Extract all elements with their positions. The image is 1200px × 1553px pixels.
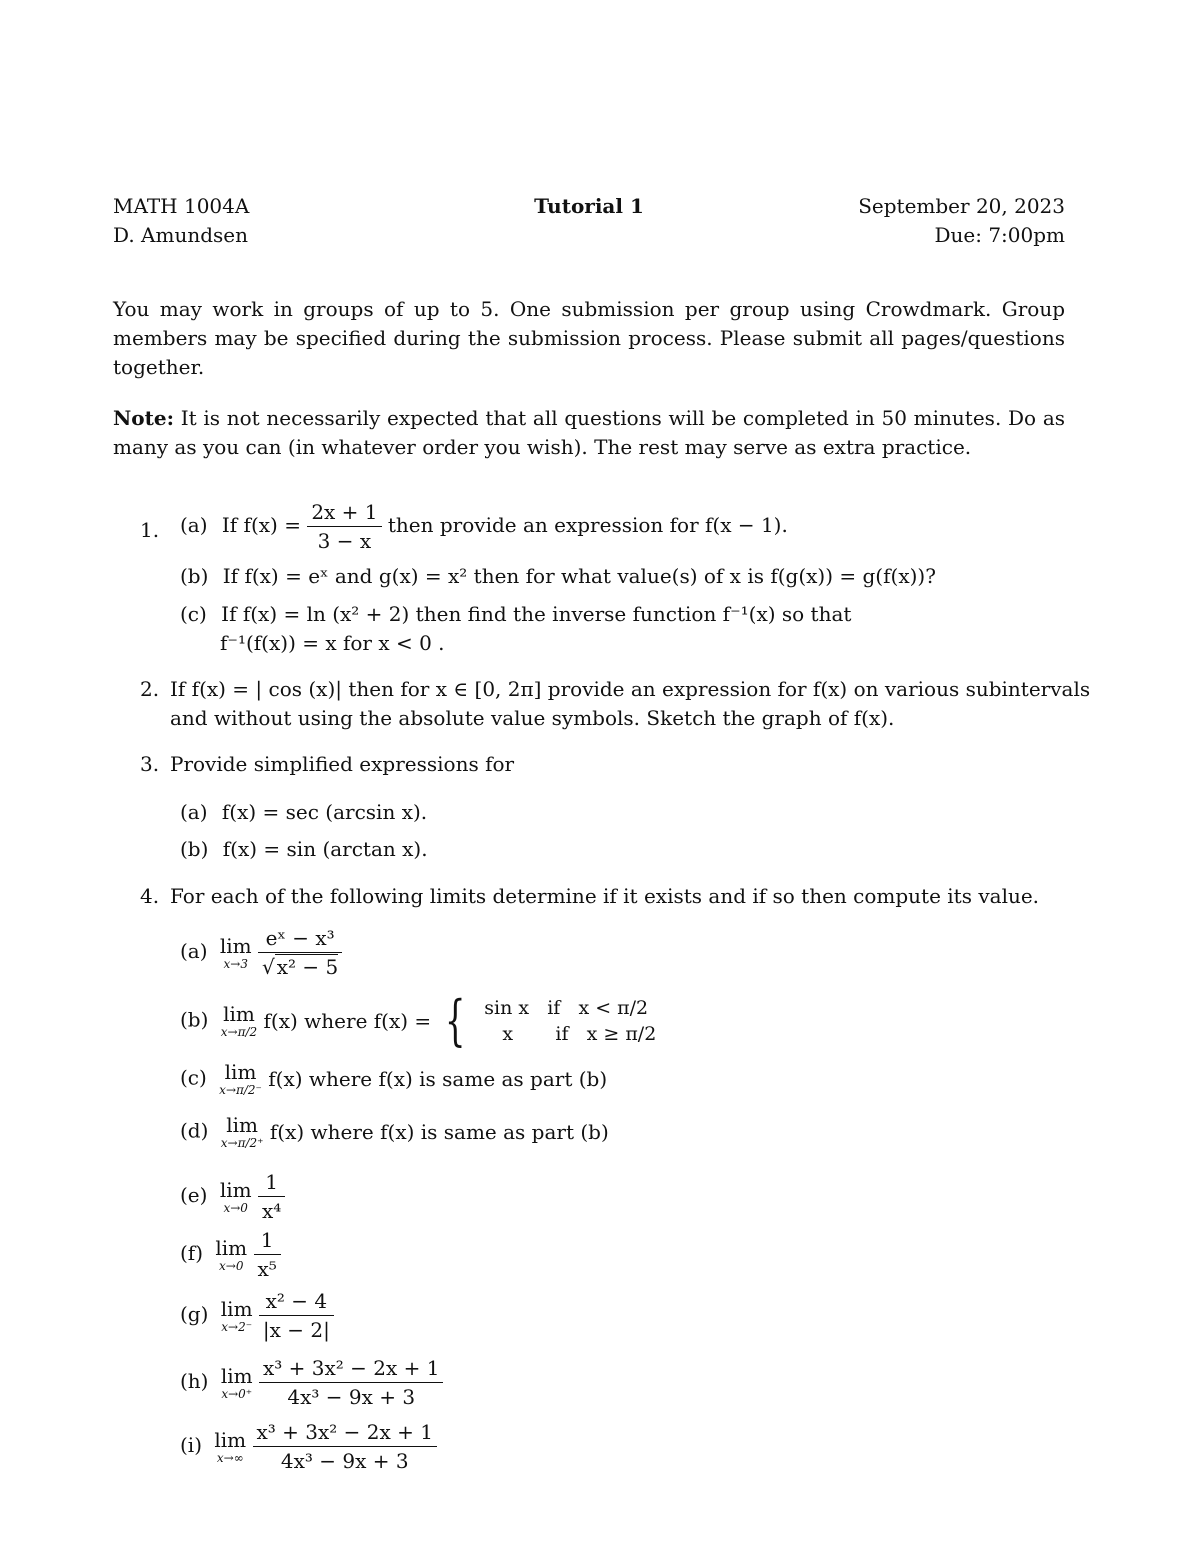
q1a-denominator: 3 − x [317, 529, 372, 553]
q4b-case-2-expr: x [502, 1023, 514, 1045]
q4g [180, 1289, 334, 1342]
q4g-lim-word: lim [220, 1296, 253, 1321]
q1-number: 1. [140, 518, 160, 542]
q4a-denominator: √ x² − 5 [262, 955, 339, 979]
q4h-denominator: 4x³ − 9x + 3 [287, 1385, 416, 1409]
q1c-text-2: f⁻¹(f(x)) = x for x < 0 . [220, 631, 445, 655]
q4b-case-2 [484, 1021, 656, 1047]
note-label: Note: [113, 406, 174, 430]
header-row-1 [113, 194, 1065, 222]
q1b-label: (b) [180, 564, 209, 588]
q4h-numerator: x³ + 3x² − 2x + 1 [259, 1356, 443, 1383]
q4i-numerator: x³ + 3x² − 2x + 1 [253, 1420, 437, 1447]
q4a-fraction [258, 926, 342, 979]
q4d-text: f(x) where f(x) is same as part (b) [269, 1120, 609, 1144]
q4a-numerator: eˣ − x³ [258, 926, 342, 953]
q4b-label: (b) [180, 1007, 209, 1032]
q1c [180, 602, 851, 626]
q4c-label: (c) [180, 1065, 207, 1090]
q4h [180, 1356, 443, 1409]
q4b-limit [221, 1004, 257, 1038]
q1b-text: If f(x) = eˣ and g(x) = x² then for what value(s) of x is f(g(x)) = g(f(x))? [222, 564, 936, 588]
note-paragraph [113, 404, 1065, 462]
q4g-numerator: x² − 4 [259, 1289, 334, 1316]
q3b [180, 837, 428, 861]
document-title: Tutorial 1 [534, 194, 644, 218]
q4a-label: (a) [180, 939, 208, 963]
q4e-limit [219, 1177, 252, 1215]
q1a-label: (a) [180, 513, 208, 537]
q4c-lim-word: lim [224, 1060, 257, 1084]
q3-number: 3. [140, 752, 160, 776]
q4e-lim-word: lim [219, 1177, 252, 1202]
q4d-lim-sub: x→π/2⁺ [220, 1136, 264, 1150]
q4g-limit [220, 1296, 253, 1334]
q4b-case-1-expr: sin x [484, 997, 530, 1019]
instructor-name: D. Amundsen [113, 223, 248, 247]
q4b-case-2-cond: x ≥ π/2 [586, 1023, 657, 1045]
q4i-lim-word: lim [214, 1427, 247, 1452]
q4c-text: f(x) where f(x) is same as part (b) [268, 1067, 608, 1091]
q2-number: 2. [140, 677, 160, 701]
q4e-numerator: 1 [258, 1170, 285, 1197]
q4d-limit [221, 1115, 264, 1149]
q4g-lim-sub: x→2⁻ [221, 1319, 253, 1334]
q3a-label: (a) [180, 800, 208, 824]
q4d-label: (d) [180, 1118, 209, 1143]
q1a [180, 500, 788, 553]
q4b-cases [484, 995, 656, 1047]
q1a-pre: If f(x) = [221, 513, 301, 537]
q4c-lim-sub: x→π/2⁻ [219, 1083, 262, 1097]
q4f-limit [215, 1235, 248, 1273]
q4f-lim-word: lim [215, 1235, 248, 1260]
q4b-brace: { [444, 989, 466, 1052]
q4h-fraction [259, 1356, 443, 1409]
q4f-numerator: 1 [254, 1228, 281, 1255]
q4f [180, 1228, 281, 1281]
q4a-limit [219, 933, 252, 971]
header-row-2 [113, 223, 1065, 251]
q4f-lim-sub: x→0 [219, 1258, 244, 1273]
q4b-case-1-if: if [547, 997, 561, 1019]
q1c-label: (c) [180, 602, 207, 626]
q4e-fraction [258, 1170, 285, 1223]
q4i-fraction [253, 1420, 437, 1473]
q4i-lim-sub: x→∞ [216, 1450, 244, 1465]
q4e-lim-sub: x→0 [223, 1200, 248, 1215]
q3a-text: f(x) = sec (arcsin x). [221, 800, 428, 824]
q4i-label: (i) [180, 1433, 203, 1457]
q4c [180, 1062, 607, 1096]
q4b-lim-sub: x→π/2 [220, 1025, 258, 1039]
q4b-lim-word: lim [223, 1002, 255, 1026]
q4h-label: (h) [180, 1369, 209, 1393]
intro-paragraph: You may work in groups of up to 5. One submission per group using Crowdmark. Group members may be specified during the submission process. Please submit all pages/questions together. [113, 297, 1065, 379]
q1a-post: then provide an expression for f(x − 1). [387, 513, 788, 537]
document-date: September 20, 2023 [858, 194, 1065, 218]
q4g-label: (g) [180, 1302, 209, 1326]
q3a [180, 800, 427, 824]
q3-text: Provide simplified expressions for [170, 752, 515, 776]
q4i-limit [214, 1427, 247, 1465]
q4e-denominator: x⁴ [261, 1199, 282, 1223]
q4f-label: (f) [180, 1241, 204, 1265]
q4a-lim-sub: x→3 [223, 956, 248, 971]
q4b [180, 989, 657, 1052]
q1c-text-1: If f(x) = ln (x² + 2) then find the inverse function f⁻¹(x) so that [221, 602, 852, 626]
q1b [180, 564, 936, 588]
q4h-lim-sub: x→0⁺ [221, 1386, 253, 1401]
q4d-lim-word: lim [226, 1113, 259, 1137]
q1a-numerator: 2x + 1 [307, 500, 381, 527]
q4b-case-2-if: if [555, 1023, 569, 1045]
q4e-label: (e) [180, 1183, 208, 1207]
q4d [180, 1115, 609, 1149]
q4a [180, 926, 342, 979]
q1a-fraction [307, 500, 381, 553]
q4c-limit [219, 1062, 262, 1096]
q4b-case-1 [484, 995, 656, 1021]
due-time: Due: 7:00pm [934, 223, 1065, 247]
q4f-denominator: x⁵ [257, 1257, 277, 1281]
q4-text: For each of the following limits determine if it exists and if so then compute its value. [170, 884, 1040, 908]
q4i-denominator: 4x³ − 9x + 3 [280, 1449, 409, 1473]
q4e [180, 1170, 285, 1223]
q2-text-1: If f(x) = | cos (x)| then for x ∈ [0, 2π] provide an expression for f(x) on various subintervals [170, 677, 1091, 701]
q3b-text: f(x) = sin (arctan x). [222, 837, 428, 861]
q4h-lim-word: lim [220, 1363, 253, 1388]
course-code: MATH 1004A [113, 194, 250, 218]
note-text: It is not necessarily expected that all questions will be completed in 50 minutes. Do as many as you can (in whatever order you wish). The rest may serve as extra practice. [113, 406, 1065, 459]
q3b-label: (b) [180, 837, 209, 861]
q4f-fraction [254, 1228, 281, 1281]
q4a-lim-word: lim [219, 933, 252, 958]
q4b-mid: f(x) where f(x) = [263, 1009, 432, 1033]
q4a-radicand: x² − 5 [276, 955, 339, 979]
q4h-limit [220, 1363, 253, 1401]
q4-number: 4. [140, 884, 160, 908]
q2-text-2: and without using the absolute value symbols. Sketch the graph of f(x). [170, 706, 895, 730]
q4g-fraction [259, 1289, 334, 1342]
q4g-denominator: |x − 2| [262, 1318, 330, 1342]
q4i [180, 1420, 437, 1473]
q4b-case-1-cond: x < π/2 [578, 997, 649, 1019]
